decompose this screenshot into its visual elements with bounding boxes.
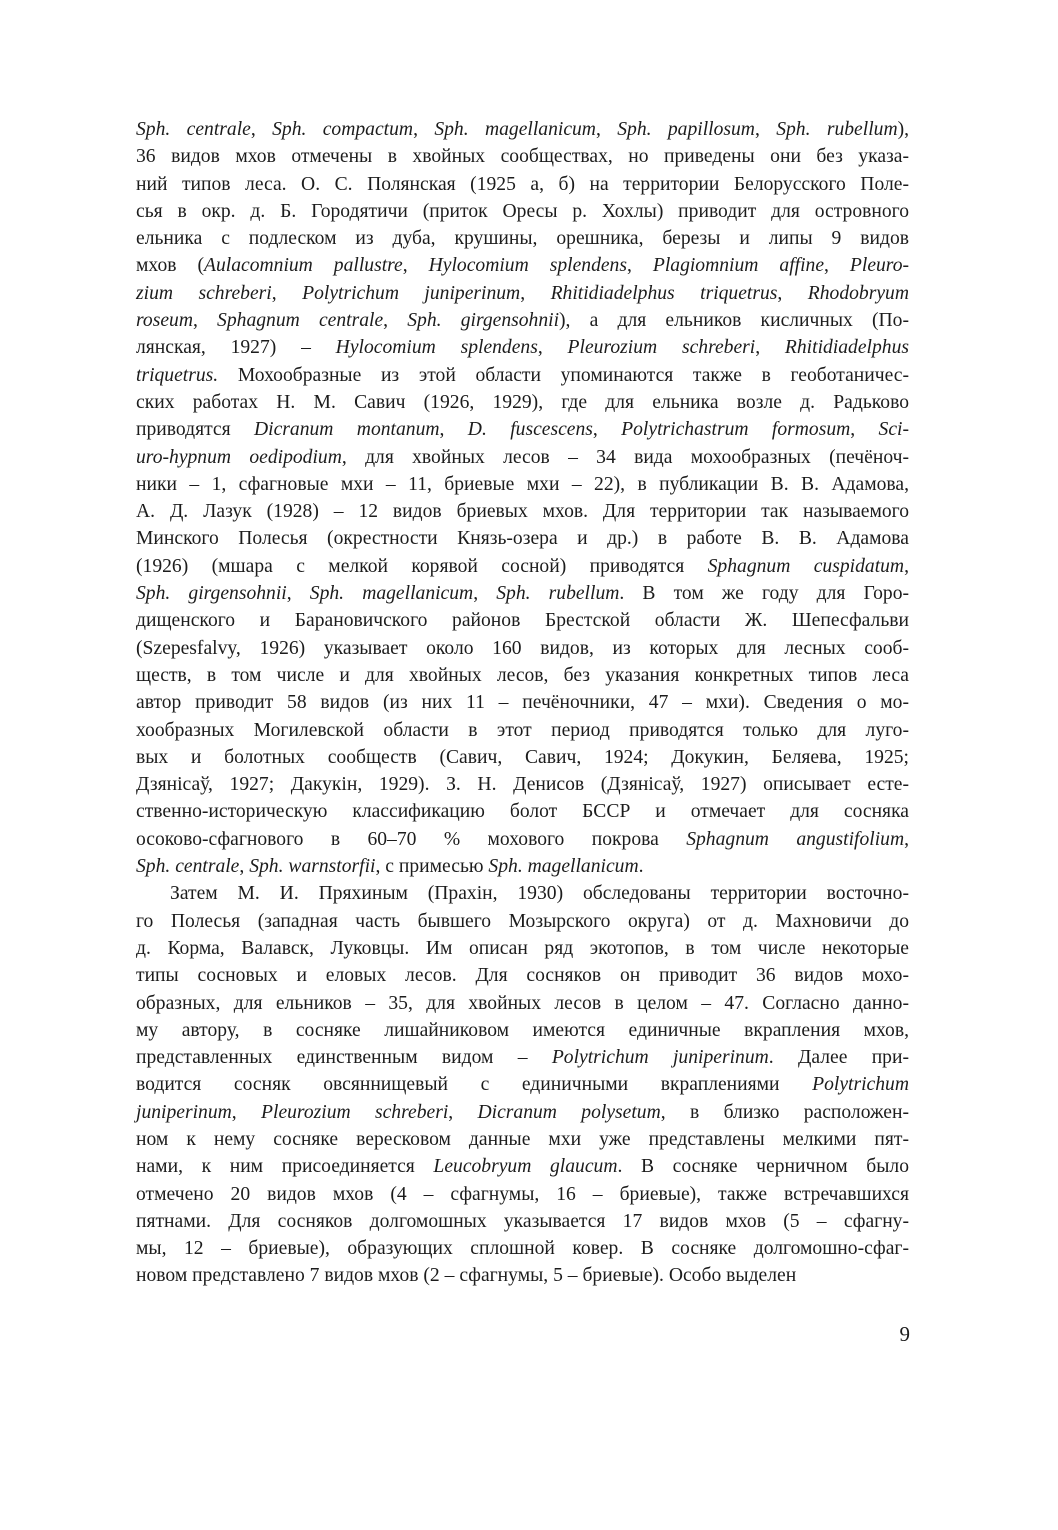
text-line [136, 1126, 909, 1153]
text-line [136, 607, 909, 634]
text-span: , [286, 583, 310, 605]
italic-span: Sph. papillosum [617, 119, 755, 140]
italic-span: Sph. centrale [136, 119, 251, 140]
text-line [136, 416, 909, 443]
text-span: (Szepesfalvy, 1926) указывает около 160 видов, из которых для лесных сооб- [136, 637, 909, 659]
italic-span: Sph. girgensohnii [136, 583, 287, 605]
text-line [136, 1099, 909, 1126]
text-span: мхов ( [136, 255, 204, 277]
italic-span: Polytrichum juniperinum [302, 282, 521, 304]
text-line [136, 307, 909, 334]
text-span: го Полесья (западная часть бывшего Мозырского округа) от д. Махновичи до [136, 910, 909, 932]
text-line [136, 171, 909, 198]
text-line [136, 1017, 909, 1044]
text-span: . В сосняке черничном было [617, 1156, 909, 1178]
text-line [136, 1044, 909, 1071]
text-span: , [626, 255, 653, 277]
text-line [136, 1153, 909, 1180]
text-span: . Далее при- [768, 1047, 909, 1069]
text-span: нами, к ним присоединяется [136, 1156, 434, 1178]
italic-span: Sphagnum cuspidatum [707, 555, 905, 577]
text-span: автор приводит 58 видов (из них 11 – печёночники, 47 – мхи). Сведения о мо- [136, 692, 909, 714]
text-span: мы, 12 – бриевые), образующих сплошной ковер. В сосняке долгомошно-сфаг- [136, 1238, 909, 1260]
text-line [136, 280, 909, 307]
text-line [136, 471, 909, 498]
text-span: , [592, 419, 622, 441]
text-line [136, 962, 909, 989]
text-span: , [754, 119, 777, 140]
body-text [136, 116, 909, 1290]
text-line [136, 1208, 909, 1235]
text-span: , [448, 1101, 478, 1123]
italic-span: Dicranum polysetum [477, 1101, 661, 1123]
text-span: ном к нему сосняке вересковом данные мхи уже представлены мелкими пят- [136, 1128, 909, 1150]
text-span: д. Корма, Валавск, Луковцы. Им описан ряд экотопов, в том числе некоторые [136, 937, 909, 959]
text-span: , [239, 856, 250, 878]
text-line [136, 771, 909, 798]
italic-span: Hylocomium splendens [428, 255, 627, 277]
text-line [136, 498, 909, 525]
page-number: 9 [899, 1322, 910, 1346]
text-line [136, 525, 909, 552]
text-span: представленных единственным видом – [136, 1047, 552, 1069]
italic-span: Hylocomium splendens [335, 337, 538, 359]
text-line [136, 225, 909, 252]
text-span: ), а для ельников кисличных (По- [559, 310, 910, 332]
italic-span: Sph. compactum [272, 119, 414, 140]
text-span: ельника с подлеском из дуба, крушины, орешника, березы и липы 9 видов [136, 228, 909, 250]
text-line [136, 444, 909, 471]
italic-span: zium schreberi [136, 282, 272, 304]
text-span: , [537, 337, 568, 359]
text-span: ществ, в том числе и для хвойных лесов, без указания конкретных типов леса [136, 664, 909, 686]
text-line [136, 334, 909, 361]
text-line [136, 689, 909, 716]
paragraph-1 [136, 116, 909, 880]
text-span: , [824, 255, 850, 277]
text-line [136, 717, 909, 744]
italic-span: Sph. magellanicum [434, 119, 596, 140]
text-line [136, 635, 909, 662]
italic-span: uro-hypnum oedipodium [136, 446, 342, 468]
text-span: . В том же году для Горо- [619, 583, 910, 605]
italic-span: Pleurozium schreberi [261, 1101, 449, 1123]
text-span: образных, для ельников – 35, для хвойных лесов в целом – 47. Согласно данно- [136, 992, 909, 1014]
text-span: Минского Полесья (окрестности Князь-озера и др.) в работе В. В. Адамова [136, 528, 909, 550]
italic-span: Rhitidiadelphus triquetrus [550, 282, 778, 304]
text-line [136, 935, 909, 962]
italic-span: Sph. warnstorfii [249, 856, 376, 878]
text-span: сья в окр. д. Б. Городятичи (приток Оресы р. Хохлы) приводит для островного [136, 200, 909, 222]
text-line [136, 1262, 909, 1289]
text-span: му автору, в сосняке лишайниковом имеются единичные вкрапления мхов, [136, 1019, 909, 1041]
text-span: ), [897, 119, 910, 140]
text-span: , в близко расположен- [660, 1101, 909, 1123]
text-line [136, 990, 909, 1017]
text-line [136, 116, 909, 143]
text-span: пятнами. Для сосняков долгомошных указывается 17 видов мхов (5 – сфагну- [136, 1210, 909, 1232]
italic-span: Rhodobryum [807, 282, 910, 304]
text-line [136, 853, 909, 880]
text-line [136, 908, 909, 935]
text-line [136, 880, 909, 907]
text-span: Мохообразные из этой области упоминаются также в геоботаничес- [218, 364, 909, 386]
italic-span: juniperinum [136, 1101, 232, 1123]
text-span: ственно-историческую классификацию болот БССР и отмечает для сосняка [136, 801, 909, 823]
text-span: лянская, 1927) – [136, 337, 336, 359]
text-span: А. Д. Лазук (1928) – 12 видов бриевых мхов. Для территории так называемого [136, 501, 909, 523]
text-line [136, 389, 909, 416]
text-span: Затем М. И. Пряхиным (Прахiн, 1930) обследованы территории восточно- [170, 883, 909, 905]
text-span: , [383, 310, 408, 332]
text-span: , [777, 282, 808, 304]
italic-span: Dicranum montanum [253, 419, 440, 441]
text-span: , [755, 337, 785, 359]
italic-span: Plagiomnium affine [652, 255, 825, 277]
text-span: водится сосняк овсяннищевый с единичными вкраплениями [136, 1074, 813, 1096]
text-span: , [413, 119, 435, 140]
text-line [136, 1181, 909, 1208]
text-span: 36 видов мхов отмечены в хвойных сообществах, но приведены они без указа- [136, 146, 909, 168]
italic-span: roseum [136, 310, 193, 332]
text-span: , с примесью [375, 856, 489, 878]
text-line [136, 252, 909, 279]
italic-span: Sci- [878, 419, 910, 441]
text-span: ских работах Н. М. Савич (1926, 1929), где для ельника возле д. Радьково [136, 391, 909, 413]
text-line [136, 744, 909, 771]
text-line [136, 553, 909, 580]
text-span: , [250, 119, 273, 140]
text-span: приводятся [136, 419, 254, 441]
text-span: новом представлено 7 видов мхов (2 – сфагнумы, 5 – бриевые). Особо выделен [136, 1265, 797, 1287]
text-span: , [904, 828, 909, 850]
text-line [136, 143, 909, 170]
text-line [136, 798, 909, 825]
text-line [136, 662, 909, 689]
text-line [136, 826, 909, 853]
text-span: дищенского и Барановичского районов Брестской области Ж. Шепесфальви [136, 610, 909, 632]
text-span: , для хвойных лесов – 34 вида мохообразных (печёноч- [341, 446, 910, 468]
italic-span: Sph. rubellum [496, 583, 620, 605]
italic-span: Polytrichum juniperinum [551, 1047, 769, 1069]
italic-span: Pleuro- [849, 255, 910, 277]
text-span: отмечено 20 видов мхов (4 – сфагнумы, 16 – бриевые), также встречавшихся [136, 1183, 909, 1205]
italic-span: Sph. girgensohnii [407, 310, 560, 332]
text-span: , [520, 282, 551, 304]
text-span: , [271, 282, 303, 304]
italic-span: Aulacomnium pallustre [204, 255, 403, 277]
paragraph-2 [136, 880, 909, 1289]
text-line [136, 362, 909, 389]
text-span: , [473, 583, 497, 605]
italic-span: Polytrichastrum formosum [621, 419, 851, 441]
italic-span: Sph. centrale [136, 856, 240, 878]
text-span: , [850, 419, 879, 441]
text-span: , [192, 310, 218, 332]
text-span: типы сосновых и еловых лесов. Для сосняков он приводит 36 видов мохо- [136, 965, 909, 987]
text-line [136, 1235, 909, 1262]
italic-span: Sph. rubellum [776, 119, 898, 140]
text-line [136, 198, 909, 225]
italic-span: Sphagnum centrale [217, 310, 384, 332]
text-span: хообразных Могилевской области в этот период приводятся только для луго- [136, 719, 909, 741]
text-span: , [595, 119, 618, 140]
italic-span: Pleurozium schreberi [567, 337, 756, 359]
text-span: , [904, 555, 909, 577]
italic-span: Sph. magellanicum [488, 856, 639, 878]
text-line [136, 580, 909, 607]
text-span: ники – 1, сфагновые мхи – 11, бриевые мхи – 22), в публикации В. В. Адамова, [136, 473, 909, 495]
italic-span: Sphagnum angustifolium [686, 828, 905, 850]
italic-span: Rhitidiadelphus [784, 337, 910, 359]
text-line [136, 1071, 909, 1098]
text-span: вых и болотных сообществ (Савич, Савич, 1924; Докукин, Беляева, 1925; [136, 746, 909, 768]
text-span: (1926) (мшара с мелкой корявой сосной) приводятся [136, 555, 708, 577]
italic-span: Sph. magellanicum [309, 583, 474, 605]
text-span: , [402, 255, 429, 277]
text-span: ний типов леса. О. С. Полянская (1925 а, б) на территории Белорусского Поле- [136, 173, 909, 195]
text-span: , [231, 1101, 262, 1123]
italic-span: Polytrichum [812, 1074, 909, 1096]
text-span: осоково-сфагнового в 60–70 % мохового покрова [136, 828, 687, 850]
italic-span: D. fuscescens [467, 419, 593, 441]
text-span: . [638, 856, 644, 878]
italic-span: Leucobryum glaucum [433, 1156, 618, 1178]
text-span: , [439, 419, 468, 441]
text-span: Дзянiсаў, 1927; Дакукiн, 1929). З. Н. Денисов (Дзянiсаў, 1927) описывает есте- [136, 774, 909, 796]
italic-span: triquetrus. [136, 364, 219, 386]
